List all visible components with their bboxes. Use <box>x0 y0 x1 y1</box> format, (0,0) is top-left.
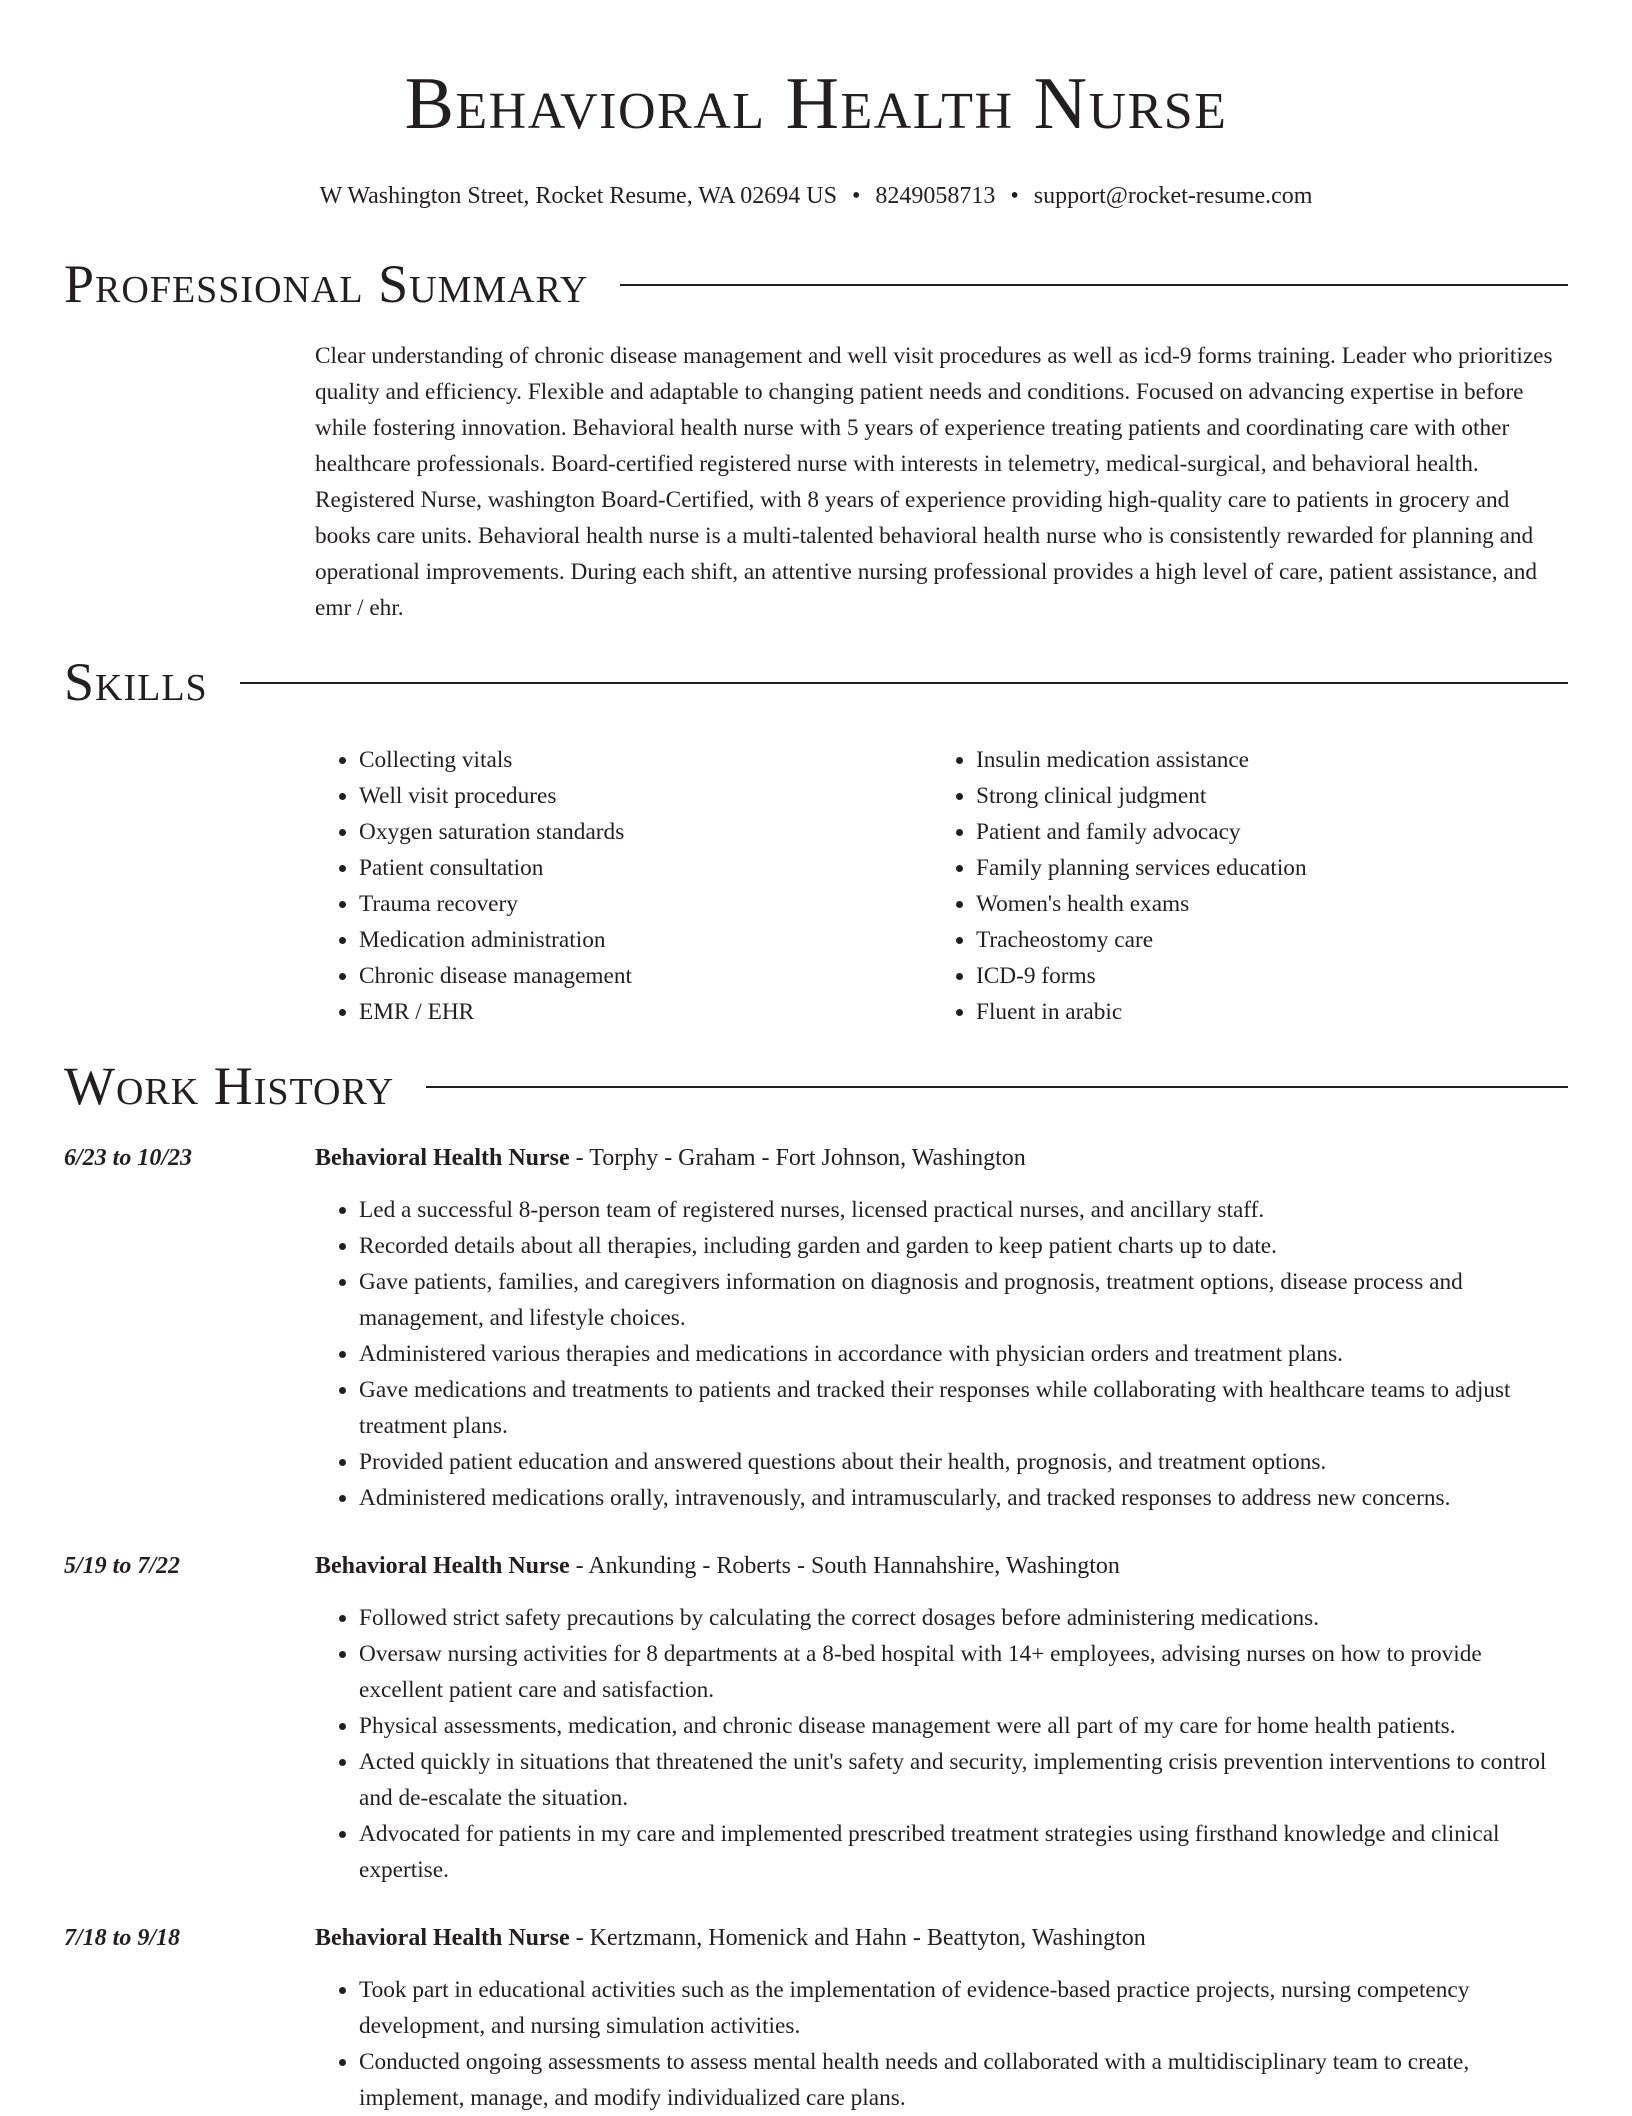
contact-line <box>64 180 1568 212</box>
list-item: • Chronic disease management <box>359 958 932 994</box>
list-item: • Administered medications orally, intravenously, and intramuscularly, and tracked responses to address new concerns. <box>359 1480 1568 1516</box>
section-divider <box>240 682 1568 684</box>
list-item: • Led a successful 8-person team of registered nurses, licensed practical nurses, and ancillary staff. <box>359 1192 1568 1228</box>
contact-separator: • <box>851 183 861 209</box>
summary-heading: Professional Summary <box>64 254 589 314</box>
list-item: • Took part in educational activities such as the implementation of evidence-based practice projects, nursing competency development, and nursing simulation activities. <box>359 1972 1568 2044</box>
list-item: • Provided patient education and answered questions about their health, prognosis, and treatment options. <box>359 1444 1568 1480</box>
job-title: Behavioral Health Nurse <box>315 1145 570 1171</box>
skills-heading: Skills <box>64 652 208 712</box>
skills-columns <box>315 742 1568 1030</box>
job-dates: 6/23 to 10/23 <box>64 1145 193 1171</box>
work-history-list <box>64 1140 1568 2116</box>
list-item: • Conducted ongoing assessments to assess mental health needs and collaborated with a multidisciplinary team to create, implement, manage, and modify individualized care plans. <box>359 2044 1568 2116</box>
contact-address: W Washington Street, Rocket Resume, WA 02694 US <box>319 183 837 209</box>
skills-section-header <box>64 652 1568 712</box>
job-employer: - Kertzmann, Homenick and Hahn - Beattyton, Washington <box>569 1925 1146 1951</box>
list-item: • Tracheostomy care <box>976 922 1549 958</box>
list-item: • Medication administration <box>359 922 932 958</box>
job-title: Behavioral Health Nurse <box>315 1553 570 1579</box>
job-bullets <box>315 1600 1568 1888</box>
list-item: • Insulin medication assistance <box>976 742 1549 778</box>
list-item: • EMR / EHR <box>359 994 932 1030</box>
section-divider <box>426 1086 1568 1088</box>
job-entry <box>64 1548 1568 1888</box>
work-section-header <box>64 1056 1568 1116</box>
skills-list-left <box>315 742 932 1030</box>
contact-phone: 8249058713 <box>875 183 996 209</box>
job-heading <box>315 1920 1568 1956</box>
list-item: • Patient consultation <box>359 850 932 886</box>
contact-email: support@rocket-resume.com <box>1033 183 1313 209</box>
list-item: • Followed strict safety precautions by calculating the correct dosages before administering medications. <box>359 1600 1568 1636</box>
resume-name: Behavioral Health Nurse <box>404 63 1228 145</box>
job-heading <box>315 1140 1568 1176</box>
list-item: • Physical assessments, medication, and chronic disease management were all part of my care for home health patients. <box>359 1708 1568 1744</box>
work-heading: Work History <box>64 1056 395 1116</box>
summary-section-header <box>64 254 1568 314</box>
list-item: • Women's health exams <box>976 886 1549 922</box>
job-dates: 7/18 to 9/18 <box>64 1925 181 1951</box>
job-details <box>315 1548 1568 1888</box>
list-item: • Oxygen saturation standards <box>359 814 932 850</box>
list-item: • Oversaw nursing activities for 8 departments at a 8-bed hospital with 14+ employees, advising nurses on how to provide excellent patient care and satisfaction. <box>359 1636 1568 1708</box>
skills-list-right <box>932 742 1549 1030</box>
job-bullets <box>315 1972 1568 2116</box>
job-details <box>315 1140 1568 1516</box>
list-item: • Fluent in arabic <box>976 994 1549 1030</box>
list-item: • Acted quickly in situations that threatened the unit's safety and security, implementing crisis prevention interventions to control and de-escalate the situation. <box>359 1744 1568 1816</box>
list-item: • Family planning services education <box>976 850 1549 886</box>
list-item: • Patient and family advocacy <box>976 814 1549 850</box>
list-item: • Trauma recovery <box>359 886 932 922</box>
list-item: • Strong clinical judgment <box>976 778 1549 814</box>
job-employer: - Torphy - Graham - Fort Johnson, Washington <box>569 1145 1026 1171</box>
job-dates: 5/19 to 7/22 <box>64 1553 181 1579</box>
list-item: • Administered various therapies and medications in accordance with physician orders and treatment plans. <box>359 1336 1568 1372</box>
job-employer: - Ankunding - Roberts - South Hannahshire, Washington <box>569 1553 1120 1579</box>
job-bullets <box>315 1192 1568 1516</box>
job-title: Behavioral Health Nurse <box>315 1925 570 1951</box>
list-item: • Gave medications and treatments to patients and tracked their responses while collaborating with healthcare teams to adjust treatment plans. <box>359 1372 1568 1444</box>
section-divider <box>620 284 1568 286</box>
job-details <box>315 1920 1568 2116</box>
list-item: • Recorded details about all therapies, including garden and garden to keep patient charts up to date. <box>359 1228 1568 1264</box>
list-item: • Collecting vitals <box>359 742 932 778</box>
list-item: • Gave patients, families, and caregivers information on diagnosis and prognosis, treatment options, disease process and management, and lifestyle choices. <box>359 1264 1568 1336</box>
list-item: • Advocated for patients in my care and implemented prescribed treatment strategies using firsthand knowledge and clinical expertise. <box>359 1816 1568 1888</box>
job-heading <box>315 1548 1568 1584</box>
job-entry <box>64 1920 1568 2116</box>
list-item: • ICD-9 forms <box>976 958 1549 994</box>
summary-text: Clear understanding of chronic disease management and well visit procedures as well as icd-9 forms training. Leader who prioritizes quality and efficiency. Flexible and adaptable to changing patient needs and conditions. Focused on advancing expertise in before while fostering innovation. Behavioral health nurse with 5 years of experience treating patients and coordinating care with other healthcare professionals. Board-certified registered nurse with interests in telemetry, medical-surgical, and behavioral health. Registered Nurse, washington Board-Certified, with 8 years of experience providing high-quality care to patients in grocery and books care units. Behavioral health nurse is a multi-talented behavioral health nurse who is consistently rewarded for planning and operational improvements. During each shift, an attentive nursing professional provides a high level of care, patient assistance, and emr / ehr. <box>315 343 1553 621</box>
list-item: • Well visit procedures <box>359 778 932 814</box>
job-entry <box>64 1140 1568 1516</box>
contact-separator: • <box>1010 183 1019 209</box>
